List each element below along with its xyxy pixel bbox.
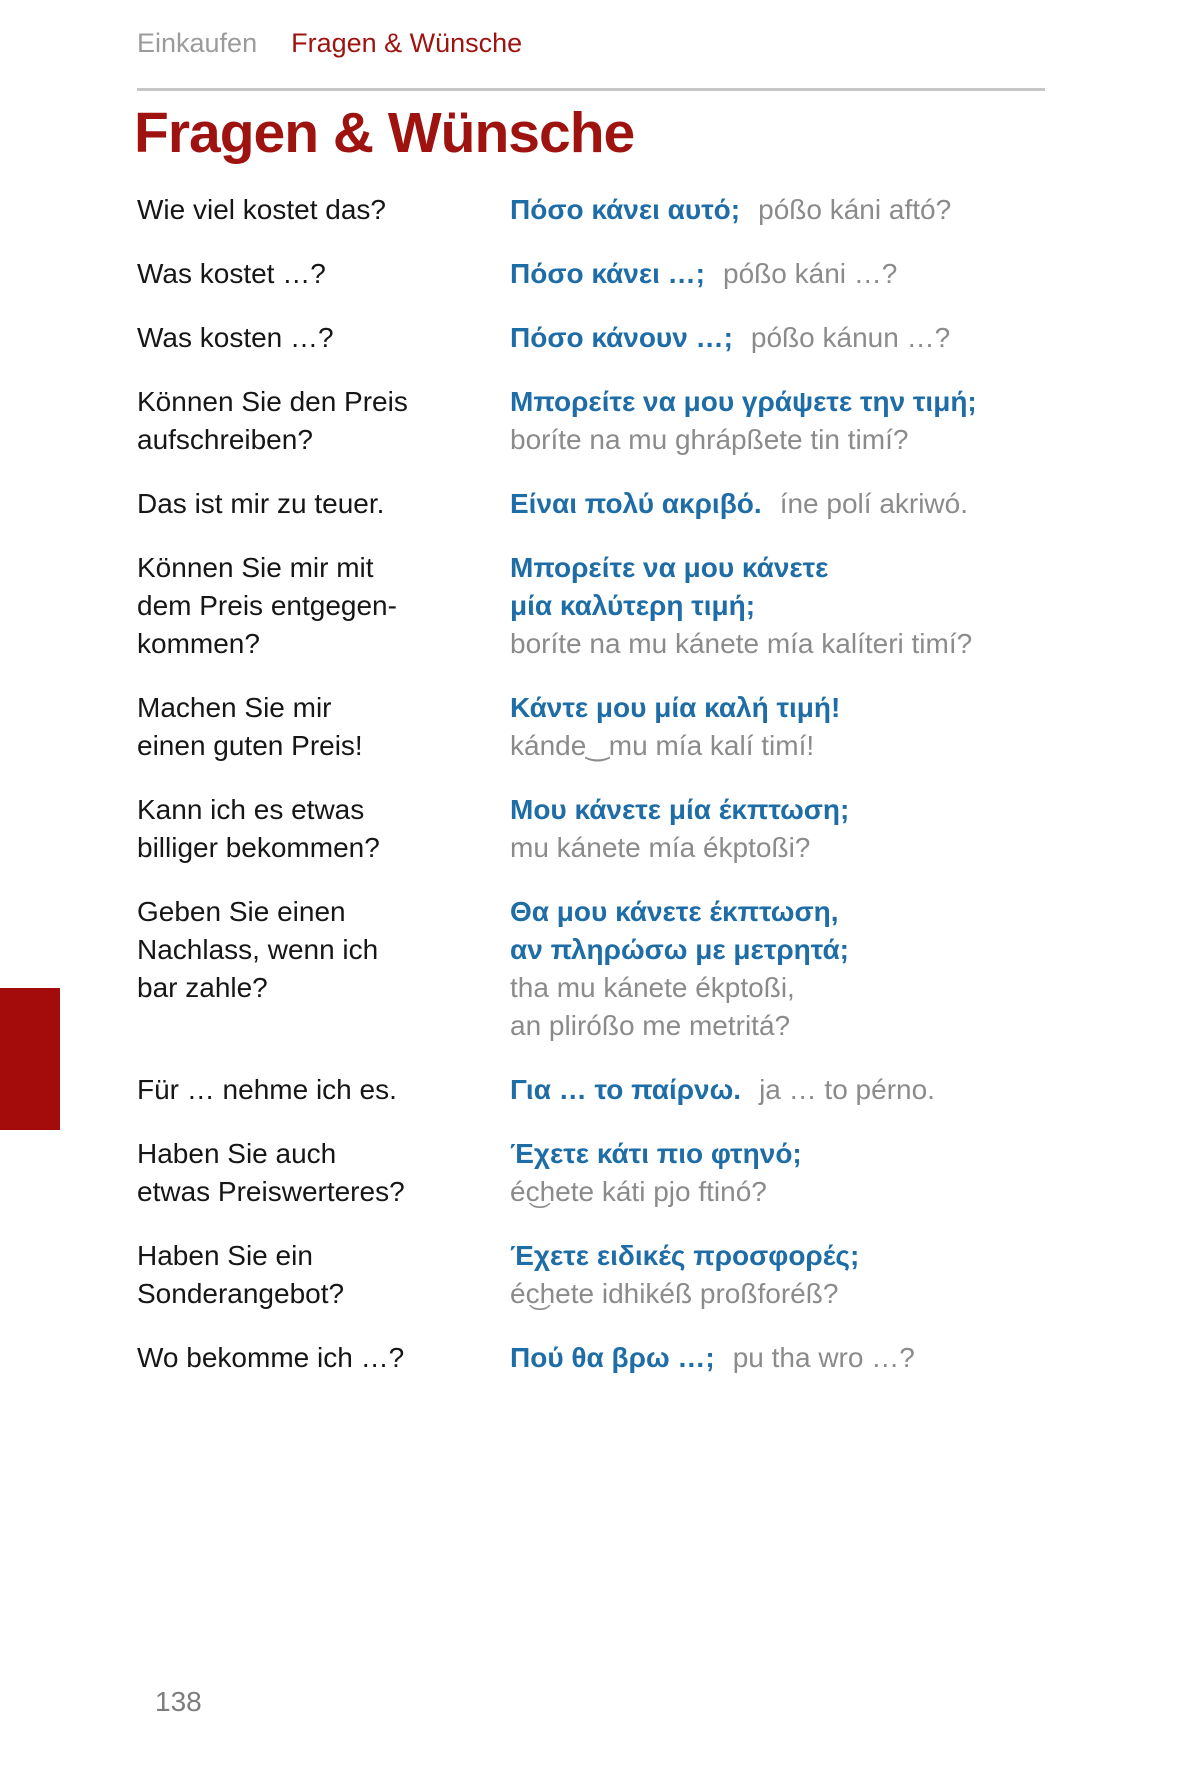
greek-phrase [510, 485, 1097, 523]
greek-phrase [510, 383, 1097, 459]
greek-phrase [510, 549, 1097, 663]
german-phrase [137, 319, 510, 357]
greek-text: αν πληρώσω με μετρητά; [510, 934, 849, 965]
greek-line [510, 319, 1097, 357]
greek-phrase [510, 255, 1097, 293]
running-head-section: Fragen & Wünsche [291, 28, 523, 58]
phrase-row [137, 1237, 1097, 1313]
transliteration-text: tha mu kánete ékptoßi, [510, 972, 795, 1003]
transliteration-text: póßo káni …? [723, 258, 898, 289]
greek-text: Πού θα βρω …; [510, 1342, 715, 1373]
german-phrase [137, 383, 510, 459]
header-divider-rule [137, 88, 1045, 91]
german-phrase [137, 689, 510, 765]
greek-line [510, 191, 1097, 229]
phrase-list [137, 191, 1097, 1403]
greek-line [510, 1339, 1097, 1377]
transliteration-text: ja … to pérno. [759, 1074, 935, 1105]
german-text: Für … nehme ich es. [137, 1074, 397, 1105]
phrase-row [137, 1339, 1097, 1377]
greek-text: μία καλύτερη τιμή; [510, 590, 756, 621]
greek-text: Πόσο κάνει …; [510, 258, 706, 289]
transliteration-text: mu kánete mía ékptoßi? [510, 832, 811, 863]
greek-phrase [510, 1071, 1097, 1109]
greek-text: Πόσο κάνουν …; [510, 322, 733, 353]
transliteration-text: éc͜hete idhikéß proßforéß? [510, 1278, 839, 1309]
phrase-row [137, 893, 1097, 1045]
german-text: bar zahle? [137, 972, 268, 1003]
greek-text: Για … το παίρνω. [510, 1074, 742, 1105]
german-text: kommen? [137, 628, 260, 659]
greek-phrase [510, 191, 1097, 229]
phrase-row [137, 689, 1097, 765]
greek-line [510, 255, 1097, 293]
german-phrase [137, 255, 510, 293]
german-phrase [137, 893, 510, 1045]
greek-line [510, 485, 1097, 523]
greek-phrase [510, 791, 1097, 867]
german-text: Kann ich es etwas [137, 794, 365, 825]
phrase-row [137, 383, 1097, 459]
phrase-row [137, 319, 1097, 357]
page-title: Fragen & Wünsche [134, 101, 635, 165]
phrase-row [137, 549, 1097, 663]
german-text: Können Sie mir mit [137, 552, 374, 583]
greek-phrase [510, 689, 1097, 765]
phrase-row [137, 485, 1097, 523]
greek-text: Μου κάνετε μία έκπτωση; [510, 794, 850, 825]
greek-phrase [510, 1339, 1097, 1377]
german-text: billiger bekommen? [137, 832, 380, 863]
german-phrase [137, 485, 510, 523]
phrase-row [137, 791, 1097, 867]
german-text: Wo bekomme ich …? [137, 1342, 405, 1373]
german-text: Haben Sie auch [137, 1138, 337, 1169]
german-phrase [137, 791, 510, 867]
german-text: Können Sie den Preis [137, 386, 408, 417]
transliteration-text: póßo kánun …? [750, 322, 951, 353]
transliteration-text: boríte na mu kánete mía kalíteri timí? [510, 628, 973, 659]
phrase-row [137, 191, 1097, 229]
greek-phrase [510, 893, 1097, 1045]
chapter-thumb-tab [0, 988, 60, 1130]
transliteration-text: pu tha wro …? [732, 1342, 915, 1373]
greek-text: Είναι πολύ ακριβό. [510, 488, 762, 519]
page-number: 138 [155, 1686, 202, 1717]
german-phrase [137, 1237, 510, 1313]
german-text: dem Preis entgegen- [137, 590, 397, 621]
german-text: etwas Preiswerteres? [137, 1176, 405, 1207]
greek-phrase [510, 1135, 1097, 1211]
greek-text: Μπορείτε να μου κάνετε [510, 552, 829, 583]
transliteration-text: éc͜hete káti pjo ftinó? [510, 1176, 767, 1207]
german-text: aufschreiben? [137, 424, 313, 455]
german-text: einen guten Preis! [137, 730, 363, 761]
phrase-row [137, 1071, 1097, 1109]
greek-text: Έχετε ειδικές προσφορές; [510, 1240, 860, 1271]
german-phrase [137, 1135, 510, 1211]
greek-text: Πόσο κάνει αυτό; [510, 194, 741, 225]
phrase-row [137, 255, 1097, 293]
greek-text: Θα μου κάνετε έκπτωση, [510, 896, 839, 927]
german-text: Geben Sie einen [137, 896, 346, 927]
greek-text: Μπορείτε να μου γράψετε την τιμή; [510, 386, 977, 417]
german-text: Nachlass, wenn ich [137, 934, 379, 965]
german-phrase [137, 1071, 510, 1109]
greek-line [510, 1071, 1097, 1109]
german-text: Machen Sie mir [137, 692, 332, 723]
transliteration-text: íne polí akriwó. [779, 488, 969, 519]
german-text: Sonderangebot? [137, 1278, 345, 1309]
german-text: Was kosten …? [137, 322, 334, 353]
greek-phrase [510, 1237, 1097, 1313]
running-head [137, 26, 522, 60]
transliteration-text: an pliróßo me metritá? [510, 1010, 791, 1041]
greek-text: Έχετε κάτι πιο φτηνό; [510, 1138, 802, 1169]
greek-text: Κάντε μου μία καλή τιμή! [510, 692, 841, 723]
transliteration-text: boríte na mu ghrápßete tin timí? [510, 424, 909, 455]
german-phrase [137, 1339, 510, 1377]
german-text: Was kostet …? [137, 258, 326, 289]
german-text: Wie viel kostet das? [137, 194, 386, 225]
greek-phrase [510, 319, 1097, 357]
phrase-row [137, 1135, 1097, 1211]
german-phrase [137, 549, 510, 663]
running-head-chapter: Einkaufen [137, 28, 258, 58]
german-phrase [137, 191, 510, 229]
german-text: Das ist mir zu teuer. [137, 488, 385, 519]
transliteration-text: póßo káni aftó? [758, 194, 952, 225]
german-text: Haben Sie ein [137, 1240, 313, 1271]
transliteration-text: kánde‿mu mía kalí timí! [510, 730, 815, 761]
